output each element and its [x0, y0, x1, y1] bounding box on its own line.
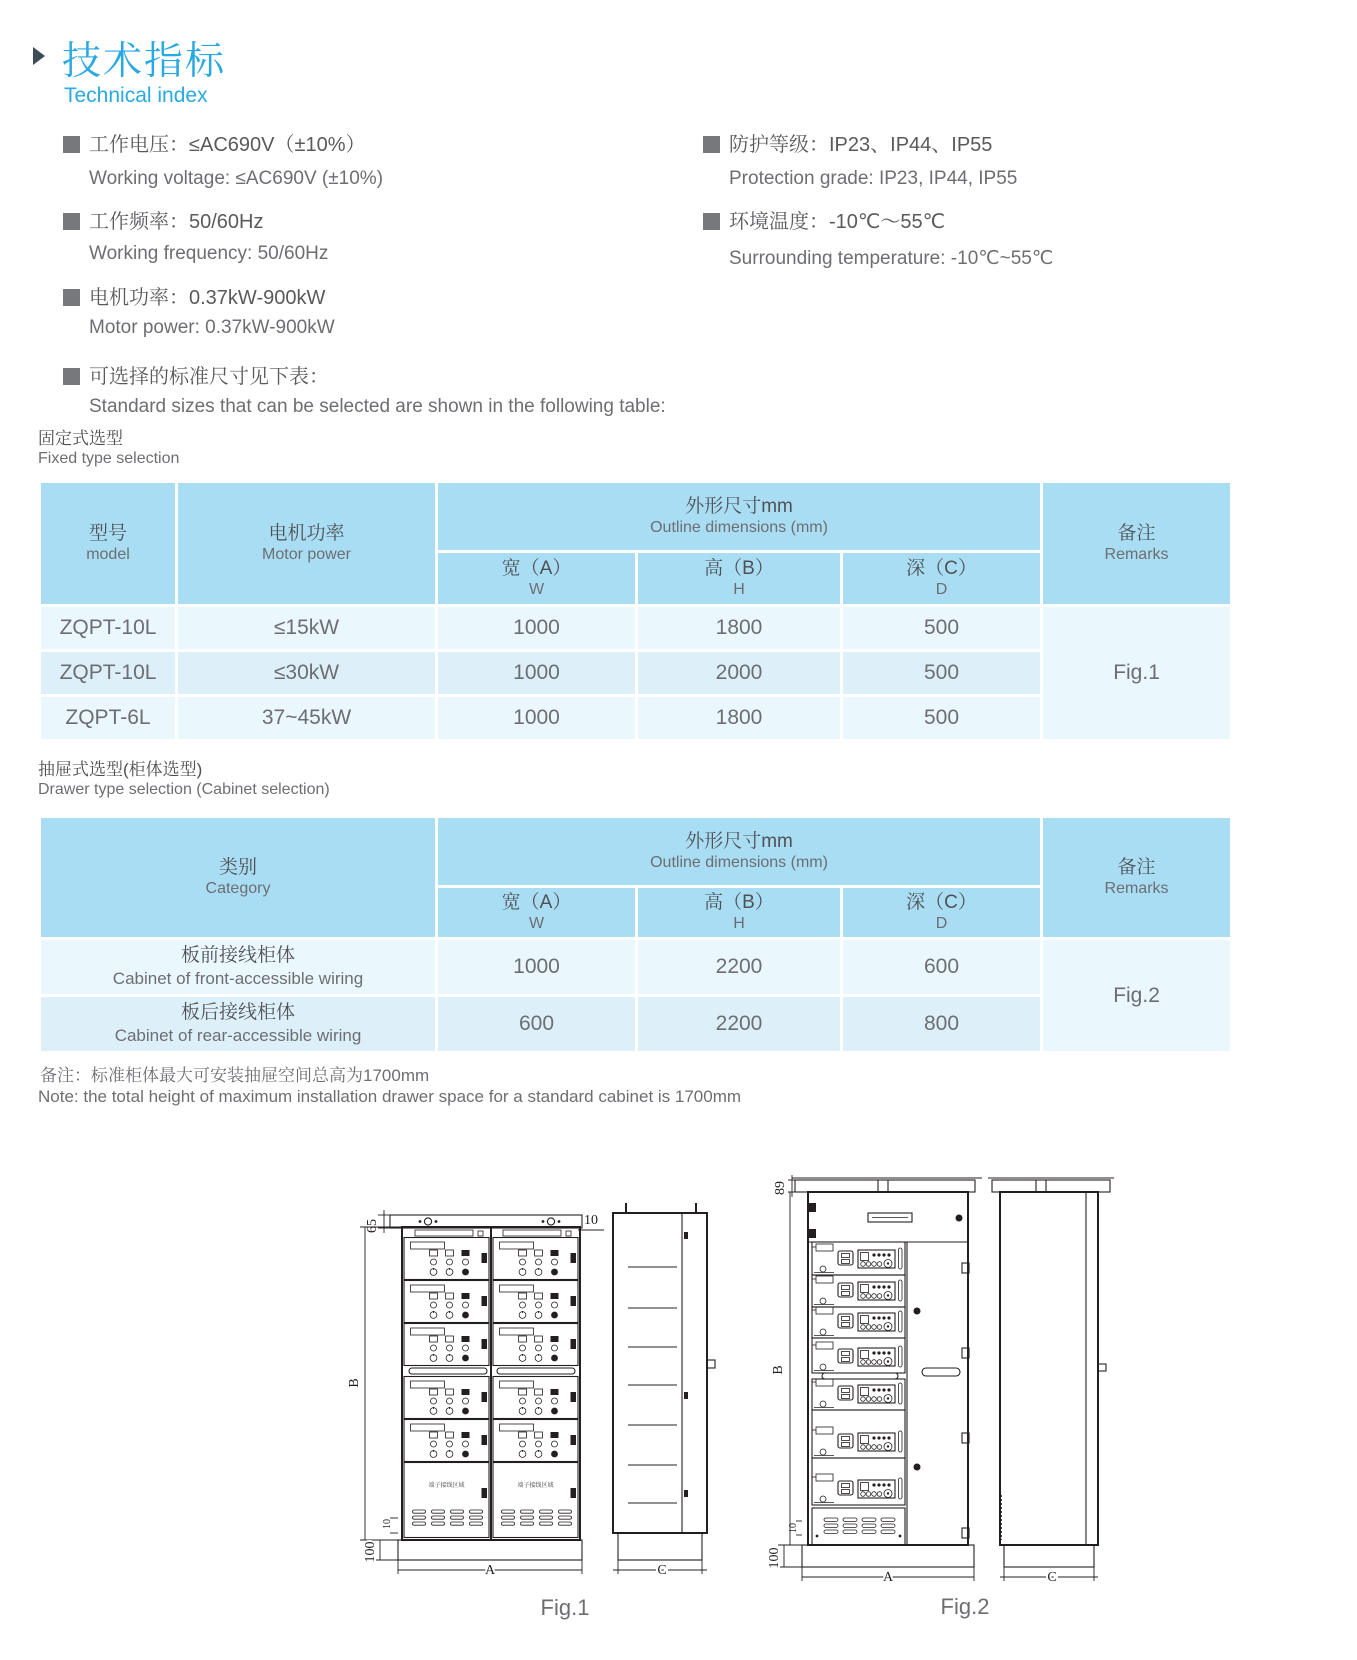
width-header-cn: 宽（A）: [501, 557, 572, 579]
model-header-en: model: [86, 546, 130, 564]
divider-rail: [497, 1368, 575, 1374]
page-subtitle: Technical index: [64, 84, 208, 107]
dim-C: C: [657, 1563, 667, 1578]
category-cn: 板前接线柜体: [180, 944, 295, 966]
spec-frequency: [63, 205, 264, 234]
height-header-en: H: [733, 915, 745, 933]
col-header-width: [437, 887, 637, 939]
spec-frequency-cn: 工作频率：50/60Hz: [89, 211, 264, 233]
cell-power: ≤15kW: [177, 606, 437, 651]
bullet-square-icon: [63, 213, 80, 230]
divider-rail: [822, 1373, 898, 1379]
base-plinth: [618, 1533, 702, 1560]
cell-depth: 500: [842, 606, 1042, 651]
cable-compartment-door: [907, 1242, 969, 1545]
fig1-side-view: [613, 1203, 715, 1560]
dim-B: B: [771, 1365, 786, 1375]
page-title: 技术指标: [62, 40, 227, 83]
height-header-cn: 高（B）: [704, 557, 774, 579]
fixed-type-table: [38, 480, 1233, 742]
spec-voltage-en: Working voltage: ≤AC690V (±10%): [89, 168, 384, 189]
cell-height: 2200: [637, 939, 842, 996]
base-plinth: [802, 1545, 974, 1567]
note-cn: 备注：标准柜体最大可安装抽屉空间总高为1700mm: [40, 1066, 430, 1085]
cell-height: 1800: [637, 606, 842, 651]
depth-header-en: D: [935, 581, 948, 599]
col-header-category: [40, 817, 437, 939]
col-header-height: [637, 552, 842, 606]
cap-fixing-icons: [419, 1218, 561, 1225]
col-header-width: [437, 552, 637, 606]
figures-area: [0, 1115, 1357, 1660]
spec-voltage: [63, 128, 365, 157]
cell-height: 2000: [637, 651, 842, 696]
dim-100: 100: [767, 1547, 782, 1569]
depth-header-en: D: [935, 915, 948, 933]
section2-label-cn: 抽屉式选型(柜体选型): [38, 760, 203, 779]
spec-power: [63, 281, 325, 310]
section1-label-en: Fixed type selection: [38, 450, 180, 467]
section2-label-en: Drawer type selection (Cabinet selection): [38, 781, 330, 798]
height-header-cn: 高（B）: [704, 891, 774, 913]
door-handle-icon: [922, 1368, 960, 1376]
cell-depth: 800: [842, 996, 1042, 1053]
col-header-remarks: [1042, 482, 1232, 606]
width-header-cn: 宽（A）: [501, 891, 572, 913]
fig2-drawing: [740, 1115, 1140, 1620]
door-handle-icon: [707, 1360, 715, 1368]
power-header-cn: 电机功率: [268, 522, 345, 544]
dim-A: A: [882, 1570, 894, 1585]
cell-depth: 500: [842, 696, 1042, 741]
dims-header-cn: 外形尺寸mm: [685, 495, 793, 517]
cell-remark: Fig.2: [1042, 939, 1232, 1053]
spec-protection: [703, 128, 992, 157]
spec-protection-en: Protection grade: IP23, IP44, IP55: [729, 168, 1018, 189]
cell-width: 1000: [437, 606, 637, 651]
cell-category: [40, 939, 437, 996]
fig1-caption: Fig.1: [540, 1595, 590, 1620]
note-en: Note: the total height of maximum installation drawer space for a standard cabinet is 1700mm: [38, 1087, 742, 1106]
cell-category: [40, 996, 437, 1053]
bullet-square-icon: [703, 136, 720, 153]
bullet-square-icon: [63, 136, 80, 153]
spec-temperature-en: Surrounding temperature: -10℃~55℃: [729, 248, 1054, 269]
cell-model: ZQPT-10L: [40, 651, 177, 696]
cell-model: ZQPT-10L: [40, 606, 177, 651]
cell-power: 37~45kW: [177, 696, 437, 741]
depth-header-cn: 深（C）: [906, 557, 977, 579]
bullet-square-icon: [63, 289, 80, 306]
col-header-depth: [842, 552, 1042, 606]
spec-sizes: [63, 360, 329, 389]
cell-height: 1800: [637, 696, 842, 741]
spec-voltage-cn: 工作电压：≤AC690V（±10%）: [89, 134, 366, 156]
dim-A: A: [484, 1563, 496, 1578]
drawer-type-table: [38, 815, 1233, 1054]
table-row: [40, 606, 1232, 651]
dim-10-top: 10: [584, 1213, 598, 1228]
cell-width: 600: [437, 996, 637, 1053]
category-en: Cabinet of rear-accessible wiring: [114, 1026, 362, 1046]
dim-C: C: [1047, 1570, 1057, 1585]
depth-header-cn: 深（C）: [906, 891, 977, 913]
divider-rail: [409, 1368, 487, 1374]
remarks-header-cn: 备注: [1117, 856, 1156, 878]
width-header-en: W: [528, 915, 545, 933]
cell-remark: Fig.1: [1042, 606, 1232, 741]
spec-power-en: Motor power: 0.37kW-900kW: [89, 317, 335, 338]
fig2-caption: Fig.2: [940, 1594, 990, 1619]
category-cn: 板后接线柜体: [180, 1001, 295, 1023]
model-header-cn: 型号: [88, 522, 127, 544]
base-plinth: [1004, 1545, 1094, 1567]
cell-width: 1000: [437, 939, 637, 996]
col-header-dimensions: [437, 817, 1042, 887]
col-header-model: [40, 482, 177, 606]
base-plinth: [398, 1540, 582, 1560]
height-header-en: H: [733, 581, 745, 599]
fig1-drawing: 端子接线区域 65 10 B 10 100 A C Fig.1: [340, 1160, 720, 1620]
col-header-depth: [842, 887, 1042, 939]
cell-depth: 500: [842, 651, 1042, 696]
remarks-header-en: Remarks: [1104, 546, 1169, 564]
dim-B: B: [347, 1378, 362, 1388]
dim-10-vent: 10: [788, 1523, 799, 1533]
cell-width: 1000: [437, 696, 637, 741]
spec-sizes-cn: 可选择的标准尺寸见下表：: [89, 366, 329, 388]
dims-header-cn: 外形尺寸mm: [685, 830, 793, 852]
dims-header-en: Outline dimensions (mm): [650, 854, 828, 872]
cell-model: ZQPT-6L: [40, 696, 177, 741]
door-handle-icon: [1098, 1364, 1106, 1371]
category-en: Cabinet of front-accessible wiring: [112, 969, 364, 989]
remarks-header-cn: 备注: [1117, 522, 1156, 544]
section-arrow-icon: [33, 47, 45, 65]
dim-10-vent: 10: [382, 1519, 393, 1529]
spec-temperature-cn: 环境温度：-10℃～55℃: [729, 211, 946, 233]
table-row: [40, 939, 1232, 996]
col-header-height: [637, 887, 842, 939]
dim-65: 65: [365, 1219, 380, 1233]
cell-height: 2200: [637, 996, 842, 1053]
bullet-square-icon: [63, 368, 80, 385]
dim-89: 89: [773, 1181, 788, 1195]
spec-temperature: [703, 205, 945, 234]
bullet-square-icon: [703, 213, 720, 230]
category-header-en: Category: [205, 880, 271, 898]
power-header-en: Motor power: [262, 546, 351, 564]
section1-label-cn: 固定式选型: [38, 429, 123, 448]
col-header-remarks: [1042, 817, 1232, 939]
dims-header-en: Outline dimensions (mm): [650, 519, 828, 537]
spec-power-cn: 电机功率：0.37kW-900kW: [89, 287, 326, 309]
col-header-dimensions: [437, 482, 1042, 552]
fig2-side-view: [988, 1178, 1114, 1567]
fig2-front-view: [792, 1178, 982, 1567]
fig1-front-view: [390, 1215, 582, 1560]
spec-sizes-en: Standard sizes that can be selected are shown in the following table:: [89, 396, 666, 417]
cell-depth: 600: [842, 939, 1042, 996]
category-header-cn: 类别: [218, 856, 257, 878]
spec-protection-cn: 防护等级：IP23、IP44、IP55: [729, 134, 993, 156]
fig2-dimensions: [767, 1175, 1098, 1585]
remarks-header-en: Remarks: [1104, 880, 1169, 898]
spec-frequency-en: Working frequency: 50/60Hz: [89, 243, 329, 264]
col-header-power: [177, 482, 437, 606]
width-header-en: W: [528, 581, 545, 599]
dim-100: 100: [363, 1541, 378, 1563]
cell-power: ≤30kW: [177, 651, 437, 696]
cell-width: 1000: [437, 651, 637, 696]
